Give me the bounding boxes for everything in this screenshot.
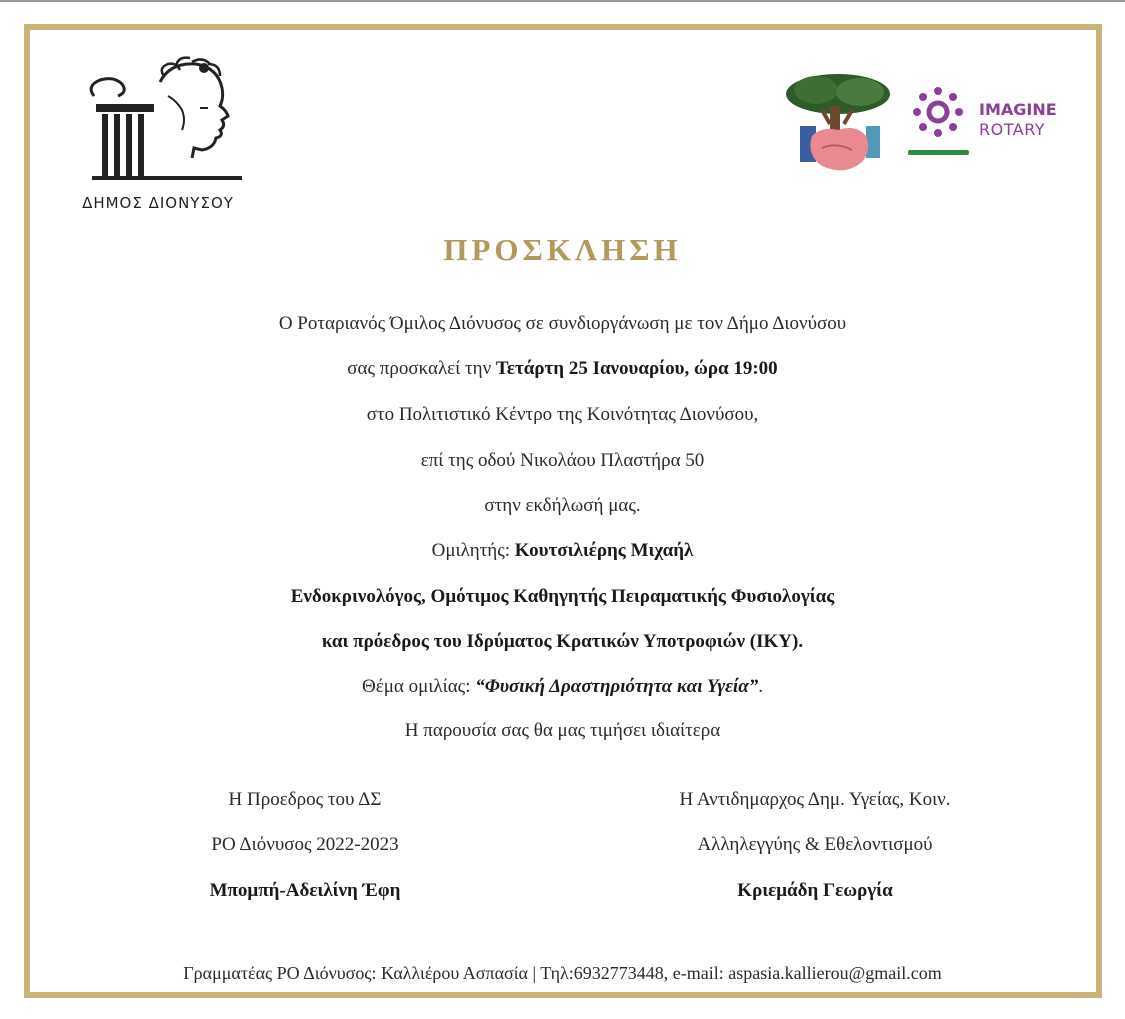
- president-name: Μπομπή-Αδειλίνη Έφη: [209, 880, 401, 901]
- top-rule: [0, 0, 1125, 2]
- deputy-mayor-name: Κριεμάδη Γεωργία: [737, 880, 893, 901]
- topic-title: “Φυσική Δραστηριότητα και Υγεία”: [475, 676, 759, 697]
- body-line-3: στο Πολιτιστικό Κέντρο της Κοινότητας Διονύσου,: [366, 404, 759, 425]
- secretary-contact: Γραμματέας ΡΟ Διόνυσος: Καλλιέρου Ασπασία | Τηλ:6932773448, e-mail: aspasia.kallierou@gmail.com: [183, 963, 942, 983]
- topic-line: [0, 675, 1125, 699]
- imagine-rotary-logo: [906, 80, 1086, 160]
- closing-line: Η παρουσία σας θα μας τιμήσει ιδιαίτερα: [404, 720, 721, 741]
- municipality-logo: [72, 56, 252, 221]
- green-underline: [908, 150, 969, 155]
- body-line-4: επί της οδού Νικολάου Πλαστήρα 50: [420, 450, 705, 471]
- municipality-logo-text: ΔΗΜΟΣ ΔΙΟΝΥΣΟΥ: [82, 194, 234, 212]
- body-line-2: [0, 357, 1125, 381]
- topic-prefix: Θέμα ομιλίας:: [362, 676, 476, 697]
- speaker-prefix: Ομιλητής:: [431, 540, 515, 561]
- speaker-title-2: και πρόεδρος του Ιδρύματος Κρατικών Υποτροφιών (ΙΚΥ).: [321, 631, 804, 652]
- event-date-time: Τετάρτη 25 Ιανουαρίου, ώρα 19:00: [495, 358, 778, 379]
- right-signature-line-2: Αλληλεγγύης & Εθελοντισμού: [697, 834, 933, 855]
- right-signature-name: [630, 879, 1000, 903]
- body-line-1: Ο Ροταριανός Όμιλος Διόνυσος σε συνδιοργάνωση με τον Δήμο Διονύσου: [278, 313, 847, 334]
- invitation-title: ΠΡΟΣΚΛΗΣΗ: [443, 232, 682, 267]
- date-prefix: σας προσκαλεί την: [347, 358, 496, 379]
- speaker-title-1: Ενδοκρινολόγος, Ομότιμος Καθηγητής Πειραματικής Φυσιολογίας: [290, 586, 835, 607]
- body-line-5: στην εκδήλωσή μας.: [484, 495, 641, 516]
- rotary-word: ROTARY: [979, 120, 1046, 139]
- tree-handshake-icon: [782, 70, 894, 178]
- left-signature-name: [160, 879, 450, 903]
- left-signature-line-2: ΡΟ Διόνυσος 2022-2023: [211, 834, 399, 855]
- rotary-sun-icon: [910, 84, 970, 144]
- imagine-word: IMAGINE: [979, 100, 1057, 119]
- imagine-rotary-text: [979, 100, 1057, 140]
- left-signature-line-1: Η Προεδρος του ΔΣ: [228, 789, 382, 810]
- speaker-title-line-1: [0, 585, 1125, 609]
- club-emblem: [782, 70, 894, 178]
- speaker-title-line-2: [0, 630, 1125, 654]
- speaker-line: [0, 539, 1125, 563]
- topic-suffix: .: [758, 676, 763, 697]
- speaker-name: Κουτσιλιέρης Μιχαήλ: [514, 540, 694, 561]
- dionysus-head-column-icon: [72, 56, 244, 191]
- right-signature-line-1: Η Αντιδημαρχος Δημ. Υγείας, Κοιν.: [679, 789, 951, 810]
